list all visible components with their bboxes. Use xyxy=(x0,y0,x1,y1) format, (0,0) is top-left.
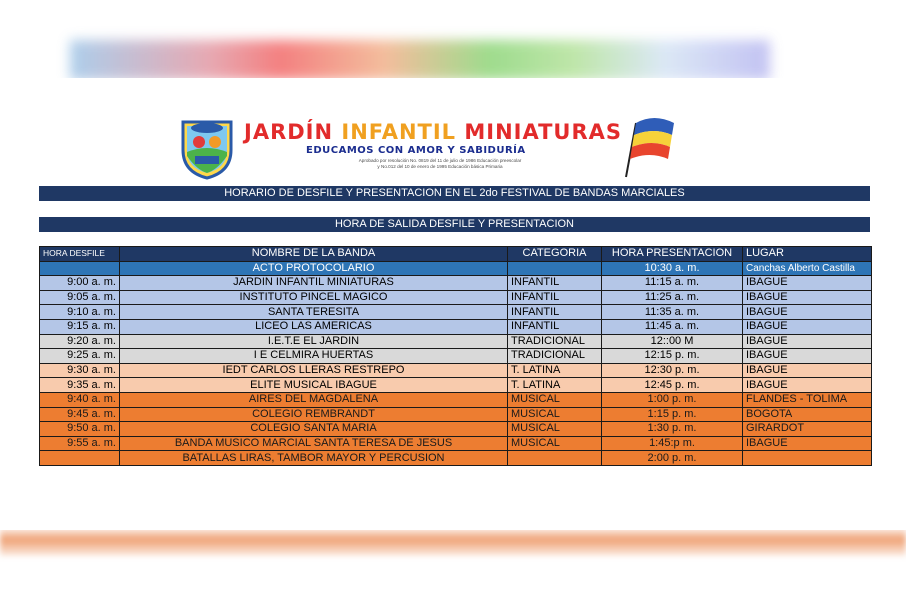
cell-presentacion: 1:30 p. m. xyxy=(602,422,743,437)
cell-lugar: IBAGUE xyxy=(743,334,872,349)
cell-banda: BANDA MUSICO MARCIAL SANTA TERESA DE JESUS xyxy=(120,436,508,451)
cell-categoria: MUSICAL xyxy=(508,407,602,422)
cell-presentacion: 11:15 a. m. xyxy=(602,276,743,291)
cell-presentacion: 11:35 a. m. xyxy=(602,305,743,320)
school-name-word-2: INFANTIL xyxy=(341,120,457,144)
cell-lugar: IBAGUE xyxy=(743,319,872,334)
table-row xyxy=(40,392,872,407)
cell-banda: IEDT CARLOS LLERAS RESTREPO xyxy=(120,363,508,378)
school-name xyxy=(244,120,624,144)
cell-lugar: IBAGUE xyxy=(743,290,872,305)
cell-hora: 9:10 a. m. xyxy=(40,305,120,320)
cell-categoria: T. LATINA xyxy=(508,378,602,393)
cell-hora: 9:00 a. m. xyxy=(40,276,120,291)
cell-banda: I E CELMIRA HUERTAS xyxy=(120,349,508,364)
cell-hora xyxy=(40,261,120,276)
cell-categoria: TRADICIONAL xyxy=(508,349,602,364)
cell-categoria: TRADICIONAL xyxy=(508,334,602,349)
cell-categoria: INFANTIL xyxy=(508,290,602,305)
table-header-row xyxy=(40,247,872,262)
resolution-line-2: y No.012 del 10 de enero de 1995 Educación básica Primaria xyxy=(377,164,503,169)
table-row xyxy=(40,378,872,393)
cell-lugar: GIRARDOT xyxy=(743,422,872,437)
cell-presentacion: 2:00 p. m. xyxy=(602,451,743,466)
header-lugar: LUGAR xyxy=(743,247,872,262)
cell-categoria: INFANTIL xyxy=(508,319,602,334)
cell-hora: 9:40 a. m. xyxy=(40,392,120,407)
cell-presentacion: 1:15 p. m. xyxy=(602,407,743,422)
school-name-word-1: JARDÍN xyxy=(244,120,334,144)
cell-banda: INSTITUTO PINCEL MAGICO xyxy=(120,290,508,305)
flag-icon xyxy=(620,113,680,179)
cell-banda: JARDIN INFANTIL MINIATURAS xyxy=(120,276,508,291)
cell-presentacion: 12:15 p. m. xyxy=(602,349,743,364)
cell-banda: LICEO LAS AMERICAS xyxy=(120,319,508,334)
table-row xyxy=(40,363,872,378)
cell-presentacion: 12:30 p. m. xyxy=(602,363,743,378)
table-row xyxy=(40,407,872,422)
cell-presentacion: 1:00 p. m. xyxy=(602,392,743,407)
cell-banda: AIRES DEL MAGDALENA xyxy=(120,392,508,407)
cell-hora: 9:35 a. m. xyxy=(40,378,120,393)
cell-lugar xyxy=(743,451,872,466)
cell-hora: 9:25 a. m. xyxy=(40,349,120,364)
cell-banda: COLEGIO REMBRANDT xyxy=(120,407,508,422)
cell-lugar: BOGOTA xyxy=(743,407,872,422)
blurred-background-bottom xyxy=(0,526,906,556)
table-row xyxy=(40,261,872,276)
table-row xyxy=(40,436,872,451)
cell-banda: ACTO PROTOCOLARIO xyxy=(120,261,508,276)
cell-presentacion: 12:45 p. m. xyxy=(602,378,743,393)
blurred-background-top xyxy=(70,40,770,80)
table-row xyxy=(40,451,872,466)
resolution-line-1: Aprobado por resolución No. 0819 del 11 de julio de 1986 Educación preescolar xyxy=(358,158,522,163)
cell-categoria: INFANTIL xyxy=(508,305,602,320)
cell-categoria xyxy=(508,451,602,466)
cell-hora: 9:15 a. m. xyxy=(40,319,120,334)
cell-hora: 9:45 a. m. xyxy=(40,407,120,422)
cell-hora: 9:05 a. m. xyxy=(40,290,120,305)
cell-categoria: T. LATINA xyxy=(508,363,602,378)
cell-hora: 9:30 a. m. xyxy=(40,363,120,378)
cell-lugar: IBAGUE xyxy=(743,349,872,364)
schedule-title-banner: HORARIO DE DESFILE Y PRESENTACION EN EL 2do FESTIVAL DE BANDAS MARCIALES xyxy=(39,186,870,201)
table-row xyxy=(40,319,872,334)
table-row xyxy=(40,422,872,437)
header-hora-presentacion: HORA PRESENTACION xyxy=(602,247,743,262)
cell-presentacion: 1:45:p m. xyxy=(602,436,743,451)
table-row xyxy=(40,349,872,364)
table-row xyxy=(40,334,872,349)
cell-lugar: Canchas Alberto Castilla xyxy=(743,261,872,276)
cell-categoria: INFANTIL xyxy=(508,276,602,291)
cell-banda: BATALLAS LIRAS, TAMBOR MAYOR Y PERCUSION xyxy=(120,451,508,466)
cell-categoria: MUSICAL xyxy=(508,422,602,437)
cell-presentacion: 11:45 a. m. xyxy=(602,319,743,334)
schedule-subtitle-banner: HORA DE SALIDA DESFILE Y PRESENTACION xyxy=(39,217,870,232)
cell-banda: SANTA TERESITA xyxy=(120,305,508,320)
cell-lugar: FLANDES - TOLIMA xyxy=(743,392,872,407)
table-row xyxy=(40,276,872,291)
school-shield-logo xyxy=(177,116,237,180)
cell-banda: ELITE MUSICAL IBAGUE xyxy=(120,378,508,393)
schedule-table xyxy=(39,246,872,466)
cell-lugar: IBAGUE xyxy=(743,436,872,451)
cell-presentacion: 12::00 M xyxy=(602,334,743,349)
cell-hora xyxy=(40,451,120,466)
school-motto: EDUCAMOS CON AMOR Y SABIDURÍA xyxy=(306,145,526,156)
table-row xyxy=(40,305,872,320)
cell-presentacion: 11:25 a. m. xyxy=(602,290,743,305)
table-row xyxy=(40,290,872,305)
cell-hora: 9:55 a. m. xyxy=(40,436,120,451)
cell-lugar: IBAGUE xyxy=(743,378,872,393)
resolution-note xyxy=(310,158,570,170)
school-name-word-3: MINIATURAS xyxy=(464,120,623,144)
header-hora-desfile: HORA DESFILE xyxy=(40,247,120,262)
cell-presentacion: 10:30 a. m. xyxy=(602,261,743,276)
cell-categoria: MUSICAL xyxy=(508,436,602,451)
cell-banda: COLEGIO SANTA MARIA xyxy=(120,422,508,437)
cell-hora: 9:20 a. m. xyxy=(40,334,120,349)
cell-hora: 9:50 a. m. xyxy=(40,422,120,437)
cell-lugar: IBAGUE xyxy=(743,363,872,378)
header-categoria: CATEGORIA xyxy=(508,247,602,262)
cell-categoria: MUSICAL xyxy=(508,392,602,407)
cell-categoria xyxy=(508,261,602,276)
header-nombre-banda: NOMBRE DE LA BANDA xyxy=(120,247,508,262)
cell-banda: I.E.T.E EL JARDIN xyxy=(120,334,508,349)
cell-lugar: IBAGUE xyxy=(743,276,872,291)
cell-lugar: IBAGUE xyxy=(743,305,872,320)
